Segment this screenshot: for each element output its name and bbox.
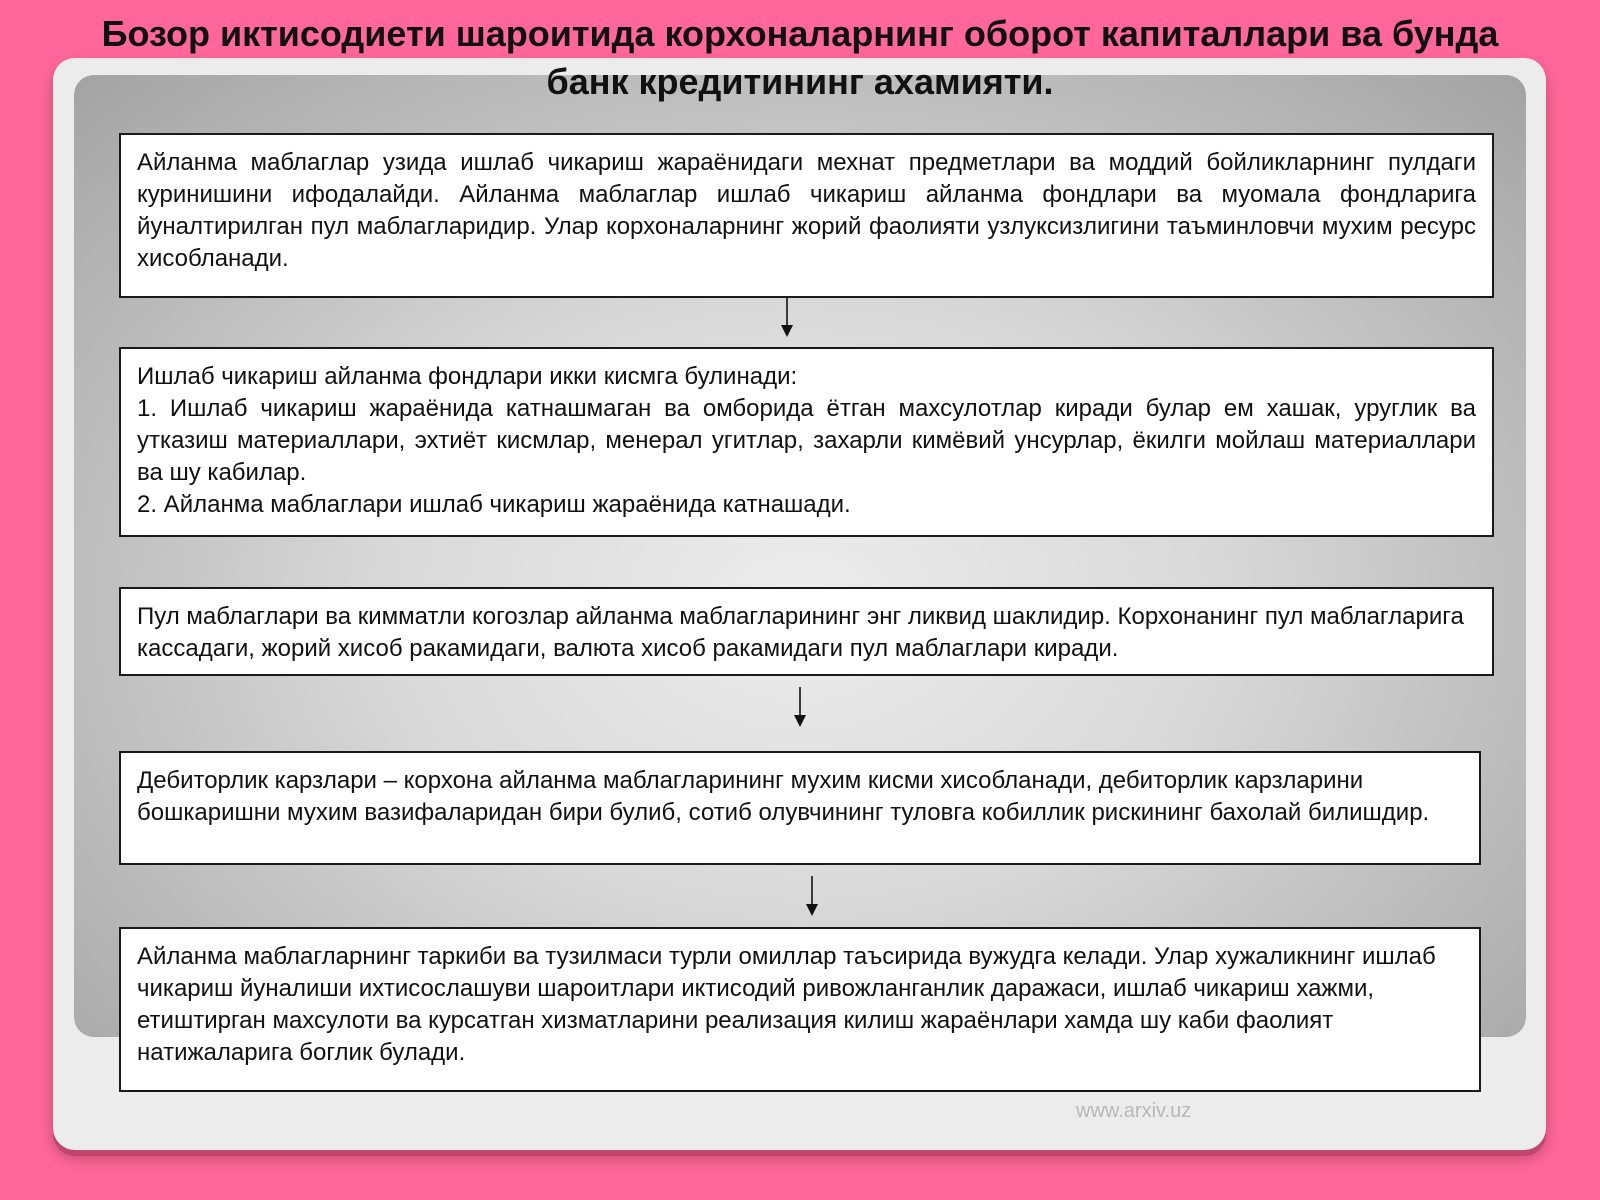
cash-box xyxy=(119,587,1494,676)
slide-title: Бозор иктисодиети шароитида корхоналарнинг оборот капиталлари ва бунда банк кредитининг ахамияти. xyxy=(101,13,1499,102)
arrow-down-icon xyxy=(781,297,793,339)
cash-text: Пул маблаглари ва кимматли когозлар айланма маблагларининг энг ликвид шаклидир. Корхонанинг пул маблагларига кассадаги, жорий хисоб ракамидаги, валюта хисоб ракамидаги пул маблаглари киради. xyxy=(137,603,1464,662)
arrow-down-icon xyxy=(794,687,806,729)
structure-box xyxy=(119,927,1481,1092)
production-funds-item-2: 2. Айланма маблаглари ишлаб чикариш жараёнида катнашади. xyxy=(137,491,851,518)
arrow-down-icon xyxy=(806,876,818,918)
production-funds-box xyxy=(119,347,1494,537)
production-funds-intro: Ишлаб чикариш айланма фондлари икки кисмга булинади: xyxy=(137,363,798,390)
definition-box xyxy=(119,133,1494,298)
definition-text: Айланма маблаглар узида ишлаб чикариш жараёнидаги мехнат предметлари ва моддий бойликларнинг пулдаги куринишини ифодалайди. Айланма маблаглар ишлаб чикариш айланма фондлари ва муомала фондларига йуналтирилган пул маблагларидир. Улар корхоналарнинг жорий фаолияти узлуксизлигини таъминловчи мухим ресурс хисобланади. xyxy=(137,149,1476,272)
structure-text: Айланма маблагларнинг таркиби ва тузилмаси турли омиллар таъсирида вужудга келади. Улар хужаликнинг ишлаб чикариш йуналиши ихтисослашуви шароитлари иктисодий ривожланганлик даражаси, ишлаб чикариш хажми, етиштирган махсулоти ва курсатган хизматларини реализация килиш жараёнлари хамда шу каби фаолият натижаларига боглик булади. xyxy=(137,943,1436,1066)
watermark: www.arxiv.uz xyxy=(1076,1100,1192,1122)
production-funds-item-1: 1. Ишлаб чикариш жараёнида катнашмаган ва омборида ётган махсулотлар киради булар ем хашак, уруглик ва утказиш материаллари, эхтиёт кисмлар, менерал угитлар, захарли кимёвий унсурлар, ёкилги мойлаш материаллари ва шу кабилар. xyxy=(137,395,1476,486)
receivables-text: Дебиторлик карзлари – корхона айланма маблагларининг мухим кисми хисобланади, дебиторлик карзларини бошкаришни мухим вазифаларидан бири булиб, сотиб олувчининг туловга кобиллик рискининг бахолай билишдир. xyxy=(137,767,1430,826)
receivables-box xyxy=(119,751,1481,865)
